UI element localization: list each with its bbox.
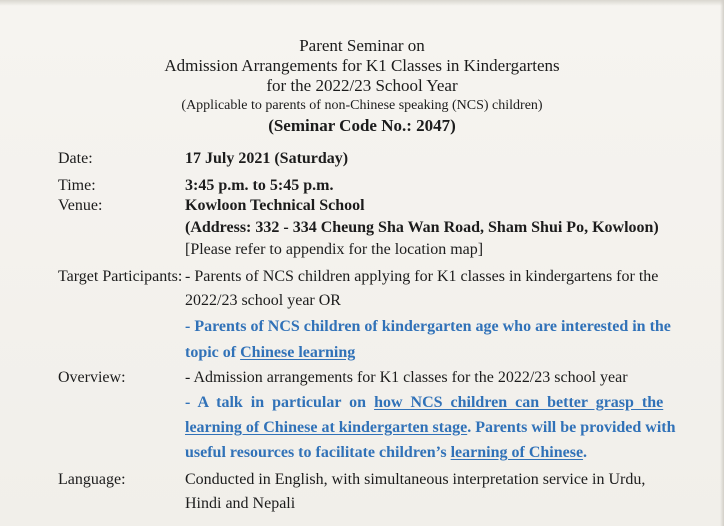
overview-label: Overview: xyxy=(58,369,126,386)
overview-line-2-link: how NCS children can better grasp the xyxy=(374,394,664,411)
overview-line-4-link: learning of Chinese xyxy=(450,444,584,461)
target-line-4-prefix: topic of xyxy=(185,344,241,361)
header-line-2: Admission Arrangements for K1 Classes in Kindergartens xyxy=(164,56,560,75)
chinese-learning-link: Chinese learning xyxy=(240,344,356,361)
date-label: Date: xyxy=(58,150,93,167)
header-line-1: Parent Seminar on xyxy=(299,36,425,55)
overview-line-4 xyxy=(185,444,587,462)
overview-line-3-suffix: . Parents will be provided with xyxy=(467,419,676,436)
language-line-1: Conducted in English, with simultaneous interpretation service in Urdu, xyxy=(185,471,646,488)
overview-line-4-suffix: . xyxy=(583,444,588,461)
language-line-2: Hindi and Nepali xyxy=(185,495,296,512)
time-value: 3:45 p.m. to 5:45 p.m. xyxy=(185,177,334,194)
overview-line-1: - Admission arrangements for K1 classes for the 2022/23 school year xyxy=(185,369,628,386)
target-line-1: - Parents of NCS children applying for K1 classes in kindergartens for the xyxy=(185,268,659,285)
target-line-4 xyxy=(185,344,355,362)
header-line-3: for the 2022/23 School Year xyxy=(266,76,458,95)
overview-line-3-link: learning of Chinese at kindergarten stage xyxy=(185,419,468,436)
venue-address: (Address: 332 - 334 Cheung Sha Wan Road, Sham Shui Po, Kowloon) xyxy=(185,219,659,236)
language-label: Language: xyxy=(58,471,126,488)
date-value: 17 July 2021 (Saturday) xyxy=(185,150,349,167)
target-participants-label: Target Participants: xyxy=(58,268,183,285)
venue-label: Venue: xyxy=(58,197,103,214)
overview-line-3 xyxy=(185,419,676,437)
target-line-3: - Parents of NCS children of kindergarten age who are interested in the xyxy=(185,318,671,335)
overview-line-2 xyxy=(185,394,663,412)
header-line-4: (Applicable to parents of non-Chinese speaking (NCS) children) xyxy=(181,98,543,113)
scan-edge-top xyxy=(0,0,724,6)
target-line-2: 2022/23 school year OR xyxy=(185,292,341,309)
venue-note: [Please refer to appendix for the location map] xyxy=(185,241,484,258)
overview-line-2-prefix: - A talk in particular on xyxy=(185,394,375,411)
seminar-header xyxy=(0,36,724,136)
venue-name: Kowloon Technical School xyxy=(185,197,365,214)
seminar-code: (Seminar Code No.: 2047) xyxy=(268,116,456,135)
overview-line-4-prefix: useful resources to facilitate children’s xyxy=(185,444,451,461)
time-label: Time: xyxy=(58,177,96,194)
